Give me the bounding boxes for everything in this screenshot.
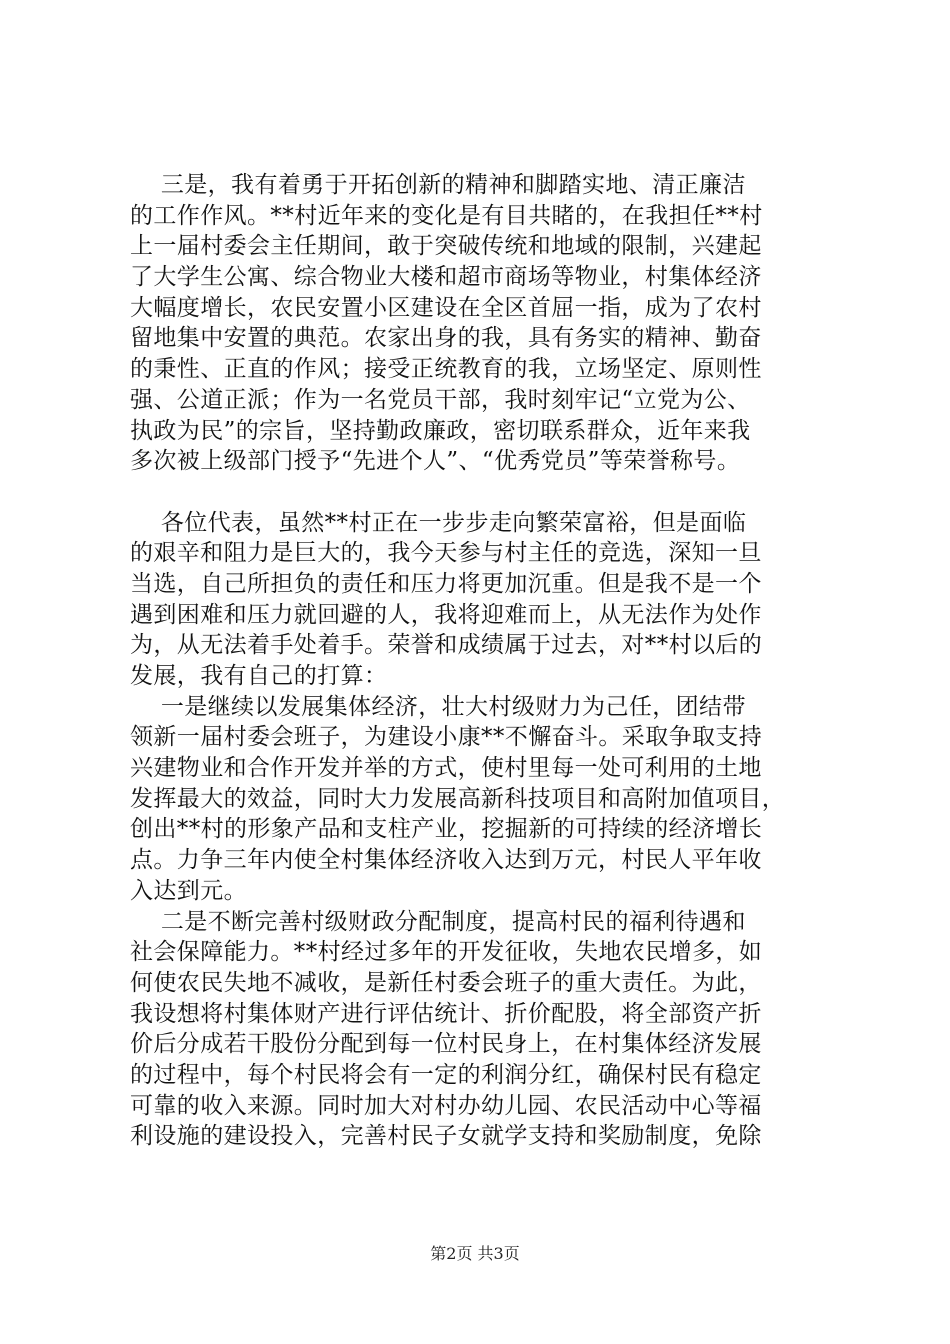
text-line: 发展，我有自己的打算： bbox=[130, 663, 388, 689]
text-line: 一是继续以发展集体经济，壮大村级财力为己任，团结带 bbox=[130, 693, 746, 720]
document-body bbox=[130, 170, 840, 1152]
text-line: 可靠的收入来源。同时加大对村办幼儿园、农民活动中心等福 bbox=[130, 1092, 762, 1119]
text-line: 了大学生公寓、综合物业大楼和超市商场等物业，村集体经济 bbox=[130, 264, 762, 291]
text-line: 的秉性、正直的作风；接受正统教育的我，立场坚定、原则性 bbox=[130, 356, 762, 383]
text-line: 领新一届村委会班子，为建设小康**不懈奋斗。采取争取支持 bbox=[130, 724, 763, 751]
text-line: 创出**村的形象产品和支柱产业，挖掘新的可持续的经济增长 bbox=[130, 816, 763, 843]
paragraph-2 bbox=[130, 508, 840, 692]
text-line: 遇到困难和压力就回避的人，我将迎难而上，从无法作为处作 bbox=[130, 601, 762, 628]
text-line: 上一届村委会主任期间，敢于突破传统和地域的限制，兴建起 bbox=[130, 233, 762, 260]
text-line: 何使农民失地不减收，是新任村委会班子的重大责任。为此， bbox=[130, 969, 762, 996]
text-line: 留地集中安置的典范。农家出身的我，具有务实的精神、勤奋 bbox=[130, 325, 762, 352]
paragraph-4 bbox=[130, 907, 840, 1153]
paragraph-1 bbox=[130, 170, 840, 477]
text-line: 三是，我有着勇于开拓创新的精神和脚踏实地、清正廉洁 bbox=[130, 172, 746, 198]
text-line: 当选，自己所担负的责任和压力将更加沉重。但是我不是一个 bbox=[130, 570, 762, 597]
text-line: 的过程中，每个村民将会有一定的利润分红，确保村民有稳定 bbox=[130, 1061, 762, 1088]
text-line: 为，从无法着手处着手。荣誉和成绩属于过去，对**村以后的 bbox=[130, 632, 763, 659]
paragraph-spacer bbox=[130, 477, 840, 508]
text-line: 我设想将村集体财产进行评估统计、折价配股，将全部资产折 bbox=[130, 1000, 762, 1027]
text-line: 强、公道正派；作为一名党员干部，我时刻牢记“立党为公、 bbox=[130, 386, 751, 413]
text-line: 执政为民”的宗旨，坚持勤政廉政，密切联系群众，近年来我 bbox=[130, 417, 751, 444]
paragraph-3 bbox=[130, 692, 840, 907]
text-line: 大幅度增长，农民安置小区建设在全区首屈一指，成为了农村 bbox=[130, 294, 762, 321]
text-line: 兴建物业和合作开发并举的方式，使村里每一处可利用的土地 bbox=[130, 755, 762, 782]
text-line: 多次被上级部门授予“先进个人”、“优秀党员”等荣誉称号。 bbox=[130, 448, 741, 475]
text-line: 的工作作风。**村近年来的变化是有目共睹的，在我担任**村 bbox=[130, 202, 763, 229]
text-line: 社会保障能力。**村经过多年的开发征收，失地农民增多，如 bbox=[130, 939, 763, 966]
text-line: 二是不断完善村级财政分配制度，提高村民的福利待遇和 bbox=[130, 908, 746, 935]
text-line: 入达到元。 bbox=[130, 877, 247, 904]
text-line: 利设施的建设投入，完善村民子女就学支持和奖励制度，免除 bbox=[130, 1123, 762, 1150]
text-line: 各位代表，虽然**村正在一步步走向繁荣富裕，但是面临 bbox=[130, 509, 747, 536]
page-number-footer: 第2页 共3页 bbox=[430, 1244, 520, 1263]
text-line: 点。力争三年内使全村集体经济收入达到万元，村民人平年收 bbox=[130, 847, 762, 874]
text-line: 的艰辛和阻力是巨大的，我今天参与村主任的竞选，深知一旦 bbox=[130, 540, 762, 567]
text-line: 价后分成若干股份分配到每一位村民身上，在村集体经济发展 bbox=[130, 1031, 762, 1058]
text-line: 发挥最大的效益，同时大力发展高新科技项目和高附加值项目， bbox=[130, 785, 786, 812]
